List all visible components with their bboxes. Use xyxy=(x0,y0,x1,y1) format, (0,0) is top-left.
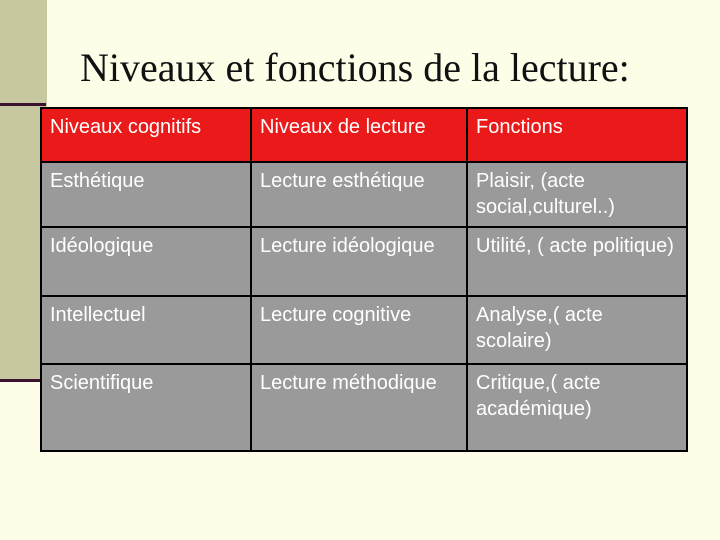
header-cell-reading-levels: Niveaux de lecture xyxy=(251,108,467,162)
table-row xyxy=(41,227,687,296)
header-cell-functions: Fonctions xyxy=(467,108,687,162)
table-header-row xyxy=(41,108,687,162)
table-cell: Esthétique xyxy=(41,162,251,227)
decorative-rule-bottom xyxy=(0,379,42,382)
table-cell: Intellectuel xyxy=(41,296,251,364)
levels-table xyxy=(40,107,688,452)
table-cell: Lecture méthodique xyxy=(251,364,467,451)
table-cell: Scientifique xyxy=(41,364,251,451)
table-cell: Idéologique xyxy=(41,227,251,296)
decorative-rule-top xyxy=(0,103,46,106)
table-cell: Utilité, ( acte politique) xyxy=(467,227,687,296)
table-cell: Lecture esthétique xyxy=(251,162,467,227)
table-row xyxy=(41,296,687,364)
table-row xyxy=(41,364,687,451)
table-cell: Analyse,( acte scolaire) xyxy=(467,296,687,364)
slide-title: Niveaux et fonctions de la lecture: xyxy=(80,45,630,90)
table-cell: Lecture idéologique xyxy=(251,227,467,296)
table-row xyxy=(41,162,687,227)
table-cell: Plaisir, (acte social,culturel..) xyxy=(467,162,687,227)
table-cell: Critique,( acte académique) xyxy=(467,364,687,451)
table-cell: Lecture cognitive xyxy=(251,296,467,364)
header-cell-cognitive-levels: Niveaux cognitifs xyxy=(41,108,251,162)
